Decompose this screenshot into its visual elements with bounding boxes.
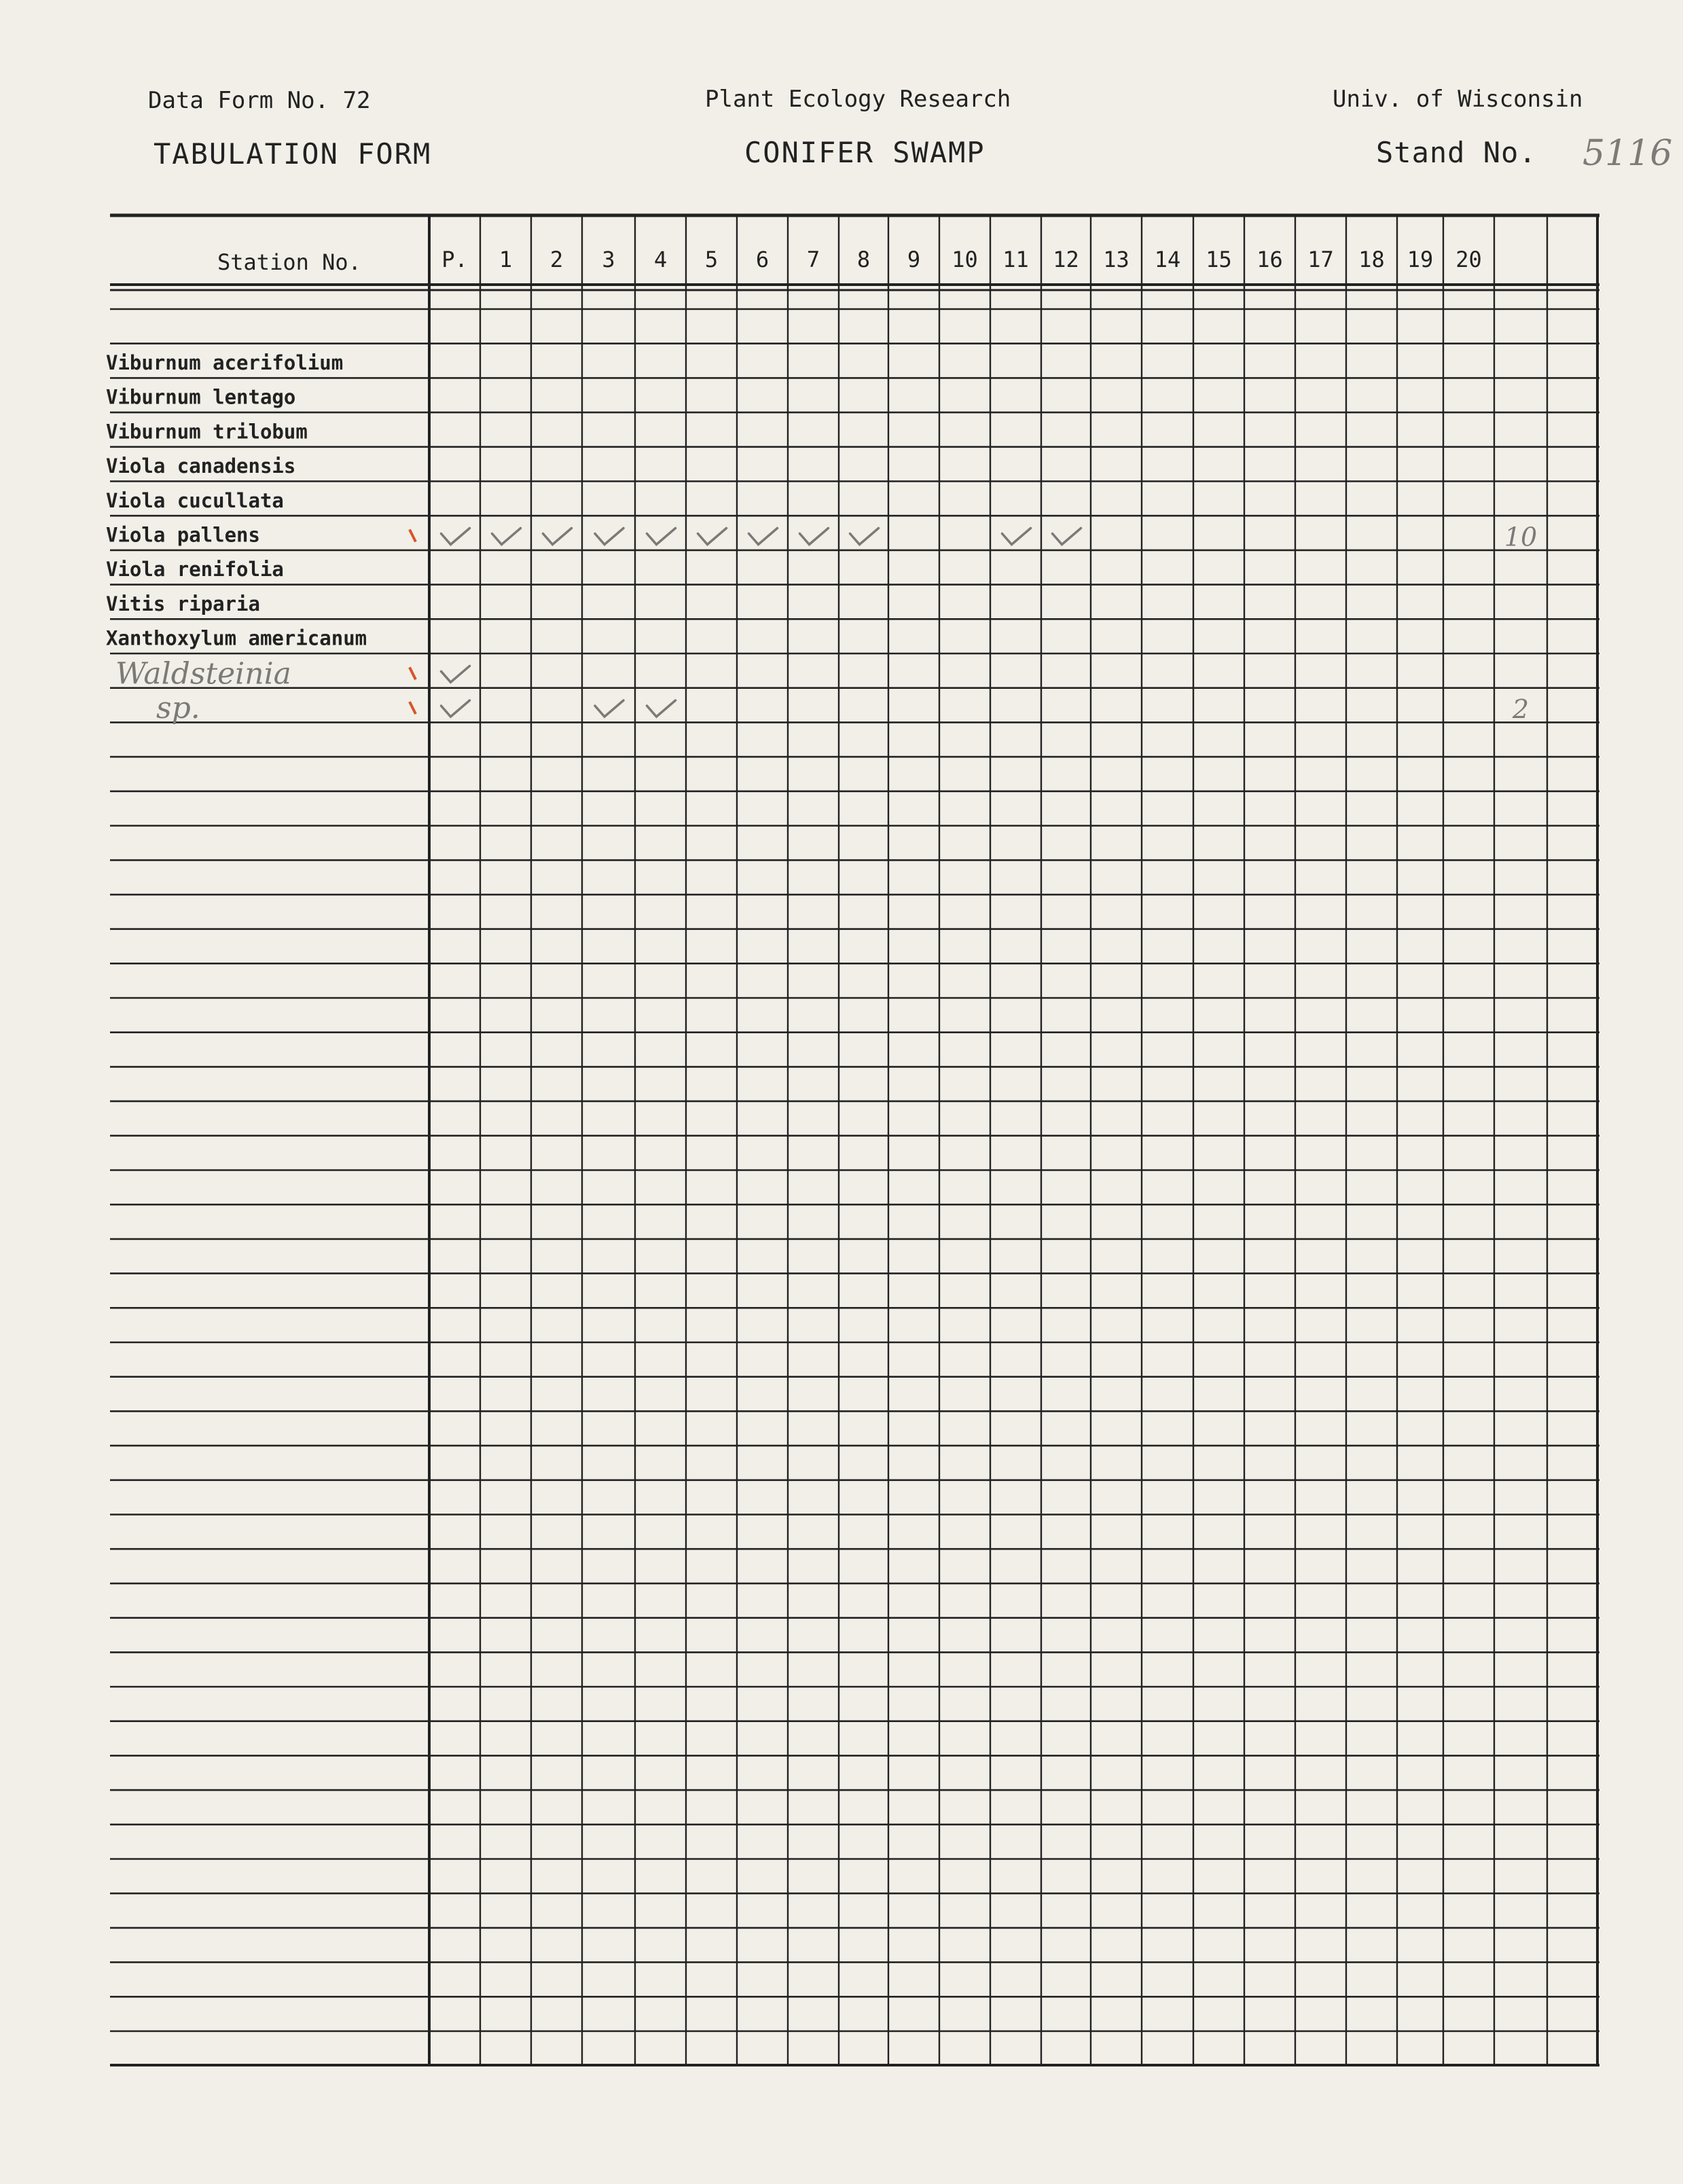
check-mark [441,700,470,717]
check-mark [595,700,623,717]
column-header: 7 [806,247,820,272]
column-header: 1 [499,247,513,272]
red-tick-mark [410,667,416,679]
species-name: Vitis riparia [106,592,260,615]
check-mark [595,529,623,545]
column-header: 5 [704,247,719,272]
species-name: Viola pallens [106,523,260,547]
column-header: 13 [1103,247,1129,272]
red-tick-mark [410,530,416,542]
species-name: Viola cucullata [106,488,284,512]
species-name: Viola canadensis [106,454,296,478]
check-mark [749,529,778,545]
check-mark [441,529,470,545]
community-type: CONIFER SWAMP [744,136,985,169]
column-header: 6 [755,247,770,272]
university-name: Univ. of Wisconsin [1333,86,1583,113]
red-tick-mark [410,702,416,714]
handwritten-species-name: sp. [156,691,200,726]
column-header: 20 [1455,247,1482,272]
column-header: 14 [1154,247,1181,272]
column-header: 11 [1002,247,1029,272]
form-number: Data Form No. 72 [148,87,371,114]
row-total: 10 [1504,522,1538,552]
station-no-header: Station No. [217,249,361,275]
column-header: 8 [856,247,871,272]
row-total: 2 [1512,694,1530,724]
column-header: 3 [602,247,615,272]
species-name: Viburnum trilobum [106,420,308,444]
column-header: 12 [1053,247,1079,272]
check-mark [698,529,727,545]
check-mark [441,666,470,682]
stand-label: Stand No. [1376,136,1537,169]
stand-number-handwritten: 5116 [1582,133,1673,174]
check-mark [1053,529,1081,545]
column-header: 19 [1407,247,1434,272]
column-header: 10 [952,247,978,272]
check-mark [647,529,676,545]
species-name: Viburnum acerifolium [106,351,344,374]
check-mark [800,529,829,545]
column-header: 17 [1307,247,1334,272]
check-mark [1002,529,1031,545]
organization-name: Plant Ecology Research [705,86,1011,113]
check-mark [543,529,572,545]
column-header: 15 [1206,247,1232,272]
check-mark [647,700,676,717]
column-header: 4 [653,247,668,272]
check-mark [850,529,879,545]
column-header: 16 [1256,247,1283,272]
form-title: TABULATION FORM [153,137,432,171]
species-name: Xanthoxylum americanum [106,626,367,650]
species-name: Viburnum lentago [106,385,296,409]
species-name: Viola renifolia [106,558,284,581]
column-header: 18 [1358,247,1385,272]
column-header: 9 [907,247,921,272]
check-mark [492,529,521,545]
handwritten-species-name: Waldsteinia [115,656,291,692]
column-header: P. [441,247,468,272]
column-header: 2 [549,247,564,272]
